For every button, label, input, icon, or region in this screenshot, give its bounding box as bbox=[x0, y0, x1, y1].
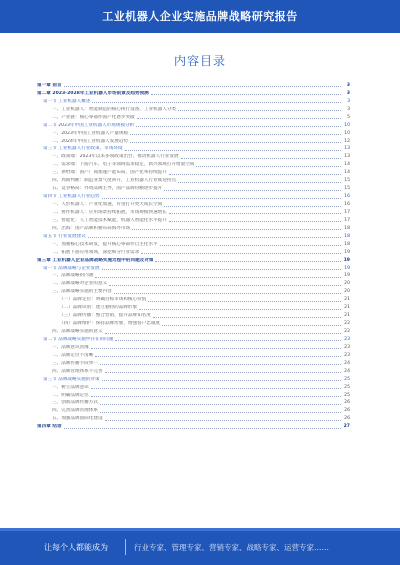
toc-entry-page: 18 bbox=[344, 233, 350, 239]
toc-entry-title: 第二章 2023-2028年工业机器人市场前景及趋势预测 bbox=[37, 90, 149, 96]
toc-entry[interactable] bbox=[37, 168, 350, 176]
toc-entry[interactable] bbox=[37, 359, 350, 367]
toc-entry-page: 21 bbox=[344, 313, 350, 319]
toc-dot-leader bbox=[160, 245, 341, 246]
toc-dot-leader bbox=[105, 420, 341, 421]
toc-entry-title: 四、品牌管理体系不完善 bbox=[52, 368, 103, 374]
toc-entry-title: 第一章 前言 bbox=[37, 82, 62, 88]
toc-dot-leader bbox=[100, 404, 341, 405]
toc-entry[interactable] bbox=[37, 375, 350, 383]
toc-entry-page: 19 bbox=[344, 249, 350, 255]
toc-entry[interactable] bbox=[37, 248, 350, 256]
toc-entry[interactable] bbox=[37, 383, 350, 391]
toc-entry-title: 第二节 品牌战略实施中存在的问题 bbox=[43, 336, 114, 342]
toc-entry-title: 二、品牌战略对企业的意义 bbox=[52, 281, 108, 287]
toc-entry-page: 21 bbox=[344, 305, 350, 311]
toc-entry[interactable] bbox=[37, 391, 350, 399]
toc-entry-page: 25 bbox=[344, 376, 350, 382]
toc-entry-title: 一、工业机器人：智能制造的核心执行设备，工业机器人分类 bbox=[52, 106, 177, 112]
toc-entry-page: 14 bbox=[344, 162, 350, 168]
toc-dot-leader bbox=[151, 94, 341, 95]
toc-entry-title: 一、品牌战略的内涵 bbox=[52, 273, 94, 279]
toc-entry[interactable] bbox=[37, 81, 350, 89]
toc-dot-leader bbox=[105, 333, 341, 334]
toc-entry-title: （四）品牌维护：保持品牌形象，增强客户忠诚度 bbox=[59, 321, 161, 327]
toc-entry-page: 10 bbox=[344, 122, 350, 128]
toc-dot-leader bbox=[130, 142, 341, 143]
toc-dot-leader bbox=[196, 166, 341, 167]
toc-entry[interactable] bbox=[37, 367, 350, 375]
toc-entry[interactable] bbox=[37, 89, 350, 97]
toc-entry-page: 12 bbox=[344, 138, 350, 144]
toc-entry[interactable] bbox=[37, 216, 350, 224]
toc-entry[interactable] bbox=[37, 343, 350, 351]
toc-entry-title: 三、供给端：国产厂商加速产能布局，国产化率持续提升 bbox=[52, 170, 167, 176]
toc-entry-title: 二、品牌定位不清晰 bbox=[52, 352, 94, 358]
toc-entry[interactable] bbox=[37, 200, 350, 208]
toc-dot-leader bbox=[141, 253, 341, 254]
toc-dot-leader bbox=[178, 110, 341, 111]
toc-entry-title: 五、竞争格局：外资品牌主导，国产品牌份额逐步提升 bbox=[52, 186, 163, 192]
toc-entry[interactable] bbox=[37, 121, 350, 129]
toc-entry[interactable] bbox=[37, 240, 350, 248]
toc-heading: 内容目录 bbox=[173, 54, 226, 68]
toc-entry[interactable] bbox=[37, 351, 350, 359]
toc-dot-leader bbox=[125, 150, 341, 151]
report-footer-bar bbox=[0, 528, 400, 565]
toc-entry-page: 17 bbox=[344, 209, 350, 215]
toc-entry-page: 3 bbox=[346, 82, 350, 88]
toc-entry[interactable] bbox=[37, 406, 350, 414]
toc-dot-leader bbox=[102, 269, 341, 270]
toc-entry-title: （三）品牌传播：整合营销，提升品牌知名度 bbox=[59, 313, 151, 319]
toc-dot-leader bbox=[169, 213, 341, 214]
toc-entry-title: 第四节 工业机器人行业趋势 bbox=[43, 194, 100, 200]
toc-entry-title: 五、加强品牌国际化建设 bbox=[52, 416, 103, 422]
toc-dot-leader bbox=[153, 317, 341, 318]
toc-dot-leader bbox=[137, 118, 341, 119]
toc-dot-leader bbox=[95, 277, 341, 278]
toc-entry-title: （一）品牌定位：明确目标市场和核心价值 bbox=[59, 297, 147, 303]
toc-dot-leader bbox=[102, 380, 341, 381]
toc-entry[interactable] bbox=[37, 264, 350, 272]
toc-entry-title: 一、加强核心技术研发，提升核心零部件自主化水平 bbox=[52, 241, 158, 247]
toc-dot-leader bbox=[115, 340, 341, 341]
toc-entry-page: 23 bbox=[344, 344, 350, 350]
toc-entry[interactable] bbox=[37, 152, 350, 160]
toc-entry-title: 二、2024年中国工业机器人发展趋势 bbox=[52, 138, 129, 144]
toc-dot-leader bbox=[64, 86, 341, 87]
toc-entry-title: 一、人形机器人：产业化加速，有望打开更大成长空间 bbox=[52, 202, 163, 207]
toc-entry[interactable] bbox=[37, 145, 350, 153]
toc-entry-title: 四、出海：国产品牌积极布局海外市场 bbox=[52, 225, 131, 231]
toc-entry[interactable] bbox=[37, 279, 350, 287]
toc-entry-page: 10 bbox=[344, 130, 350, 136]
toc-entry[interactable] bbox=[37, 176, 350, 184]
toc-entry[interactable] bbox=[37, 414, 350, 422]
toc-entry[interactable] bbox=[37, 295, 350, 303]
toc-entry-page: 19 bbox=[343, 257, 350, 263]
toc-entry-title: 一、品牌意识淡薄 bbox=[52, 344, 89, 350]
toc-entry-title: 四、周期判断：制造业景气度回升，工业机器人行业或迎拐点 bbox=[52, 178, 177, 184]
toc-entry[interactable] bbox=[37, 113, 350, 121]
toc-entry-page: 13 bbox=[344, 154, 350, 160]
toc-dot-leader bbox=[92, 102, 341, 103]
toc-dot-leader bbox=[91, 388, 341, 389]
toc-dot-leader bbox=[100, 364, 341, 365]
toc-dot-leader bbox=[155, 261, 341, 262]
toc-entry-title: 二、产业链：核心零部件国产化逐步突破 bbox=[52, 114, 135, 120]
toc-dot-leader bbox=[91, 348, 341, 349]
toc-dot-leader bbox=[162, 325, 341, 326]
toc-dot-leader bbox=[164, 206, 341, 207]
toc-dot-leader bbox=[114, 293, 341, 294]
toc-entry-page: 5 bbox=[347, 114, 350, 120]
toc-entry-page: 15 bbox=[344, 178, 350, 184]
toc-entry-page: 22 bbox=[344, 329, 350, 334]
toc-entry-page: 20 bbox=[344, 281, 350, 287]
toc-entry-title: 第四章 结语 bbox=[37, 424, 62, 430]
toc-entry-page: 17 bbox=[344, 217, 350, 223]
toc-entry-page: 23 bbox=[344, 352, 350, 358]
toc-entry[interactable] bbox=[37, 256, 350, 264]
footer-tagline: 行业专家、管理专家、营销专家、战略专家、运营专家…… bbox=[134, 543, 329, 552]
toc-entry-page: 19 bbox=[344, 273, 350, 279]
toc-entry[interactable] bbox=[37, 399, 350, 407]
toc-entry[interactable] bbox=[37, 327, 350, 335]
toc-entry[interactable] bbox=[37, 272, 350, 280]
toc-entry-title: 四、品牌战略实施的意义 bbox=[52, 329, 103, 334]
toc-entry-page: 3 bbox=[346, 90, 350, 96]
report-title: 工业机器人企业实施品牌战略研究报告 bbox=[102, 10, 298, 23]
toc-entry[interactable] bbox=[37, 232, 350, 240]
toc-entry-page: 21 bbox=[344, 297, 350, 303]
toc-entry[interactable] bbox=[37, 422, 350, 430]
toc-entry-page: 23 bbox=[344, 336, 350, 342]
toc-dot-leader bbox=[132, 229, 341, 230]
toc-entry[interactable] bbox=[37, 224, 350, 232]
toc-dot-leader bbox=[109, 285, 341, 286]
footer-slogan: 让每个人都能成为 bbox=[44, 543, 108, 552]
toc-entry-page: 25 bbox=[344, 392, 350, 398]
toc-entry-title: （二）品牌识别：建立独特的品牌形象 bbox=[59, 305, 138, 311]
toc-entry[interactable] bbox=[37, 303, 350, 311]
toc-dot-leader bbox=[169, 221, 341, 222]
toc-dot-leader bbox=[95, 356, 341, 357]
toc-entry[interactable] bbox=[37, 97, 350, 105]
toc-entry[interactable] bbox=[37, 319, 350, 327]
toc-entry-title: 四、完善品牌管理体系 bbox=[52, 408, 98, 414]
toc-entry-title: 二、明确品牌定位 bbox=[52, 392, 89, 398]
toc-entry-title: 第三章 工业机器人企业品牌战略实施过程中的问题及对策 bbox=[37, 257, 154, 263]
toc-entry-page: 16 bbox=[344, 194, 350, 200]
toc-entry-page: 14 bbox=[344, 170, 350, 176]
toc-entry[interactable] bbox=[37, 184, 350, 192]
toc-entry-page: 3 bbox=[347, 106, 350, 112]
toc-dot-leader bbox=[169, 174, 341, 175]
toc-dot-leader bbox=[178, 182, 341, 183]
toc-entry-page: 15 bbox=[344, 186, 350, 192]
toc-entry-title: 二、拓展下游应用领域，深挖细分行业需求 bbox=[52, 249, 140, 255]
toc-entry-title: 一、树立品牌意识 bbox=[52, 384, 89, 390]
toc-entry-title: 二、需求端：下游汽车、电子等领域需求稳定，新兴领域打开增量空间 bbox=[52, 162, 195, 168]
toc-entry-page: 26 bbox=[344, 408, 350, 414]
toc-entry[interactable] bbox=[37, 311, 350, 319]
toc-dot-leader bbox=[136, 126, 341, 127]
toc-entry-title: 第一节 品牌战略与企业发展 bbox=[43, 265, 100, 271]
toc-dot-leader bbox=[64, 428, 341, 429]
toc-dot-leader bbox=[130, 134, 341, 135]
toc-entry-page: 18 bbox=[344, 225, 350, 231]
toc-entry-page: 24 bbox=[344, 368, 350, 374]
toc-entry-title: 第三节 品牌战略实施的对策 bbox=[43, 376, 100, 382]
table-of-contents bbox=[37, 81, 350, 509]
footer-divider bbox=[125, 539, 126, 555]
toc-entry-page: 16 bbox=[344, 202, 350, 207]
toc-dot-leader bbox=[181, 158, 341, 159]
toc-entry[interactable] bbox=[37, 287, 350, 295]
toc-entry-page: 20 bbox=[344, 289, 350, 295]
footer-stripe bbox=[0, 528, 400, 531]
toc-entry[interactable] bbox=[37, 208, 350, 216]
toc-dot-leader bbox=[102, 198, 341, 199]
toc-entry[interactable] bbox=[37, 137, 350, 145]
toc-dot-leader bbox=[105, 372, 341, 373]
toc-dot-leader bbox=[148, 301, 341, 302]
toc-entry[interactable] bbox=[37, 192, 350, 200]
toc-entry-page: 19 bbox=[344, 265, 350, 271]
toc-dot-leader bbox=[91, 396, 341, 397]
toc-entry-title: 一、2023年中国工业机器人产量规模 bbox=[52, 130, 129, 136]
toc-entry-title: 第二节 2023年中国工业机器人市场规模分析 bbox=[43, 122, 135, 128]
toc-entry-title: 一、政策端：2023年以来多项政策出台，推动机器人行业发展 bbox=[52, 154, 179, 160]
toc-entry-title: 三、品牌战略实施的主要内容 bbox=[52, 289, 112, 295]
toc-entry[interactable] bbox=[37, 160, 350, 168]
toc-dot-leader bbox=[139, 309, 341, 310]
toc-entry[interactable] bbox=[37, 335, 350, 343]
toc-entry-title: 二、协作机器人：应用场景持续拓展，市场规模快速增长 bbox=[52, 209, 167, 215]
toc-entry-page: 26 bbox=[344, 400, 350, 406]
toc-entry-page: 18 bbox=[344, 241, 350, 247]
toc-entry-title: 第五节 行业发展建议 bbox=[43, 233, 86, 239]
toc-dot-leader bbox=[100, 412, 341, 413]
toc-entry-title: 三、品牌传播手段单一 bbox=[52, 360, 98, 366]
toc-entry-page: 24 bbox=[344, 360, 350, 366]
report-header-bar bbox=[0, 0, 400, 33]
toc-entry-title: 第三节 工业机器人行业政策、市场环境 bbox=[43, 146, 123, 152]
toc-entry[interactable] bbox=[37, 105, 350, 113]
toc-dot-leader bbox=[88, 237, 341, 238]
toc-entry-title: 三、智能化：人工智能技术赋能，机器人智能化水平提升 bbox=[52, 217, 167, 223]
toc-entry-page: 26 bbox=[344, 416, 350, 422]
toc-entry-page: 25 bbox=[344, 384, 350, 390]
toc-dot-leader bbox=[164, 190, 341, 191]
toc-entry-page: 13 bbox=[344, 146, 350, 152]
toc-entry-page: 22 bbox=[344, 321, 350, 327]
toc-entry-page: 3 bbox=[347, 98, 350, 104]
toc-entry-title: 第一节 工业机器人概述 bbox=[43, 98, 91, 104]
toc-entry[interactable] bbox=[37, 129, 350, 137]
toc-entry-page: 27 bbox=[343, 424, 350, 430]
toc-entry-title: 三、创新品牌传播方式 bbox=[52, 400, 98, 406]
